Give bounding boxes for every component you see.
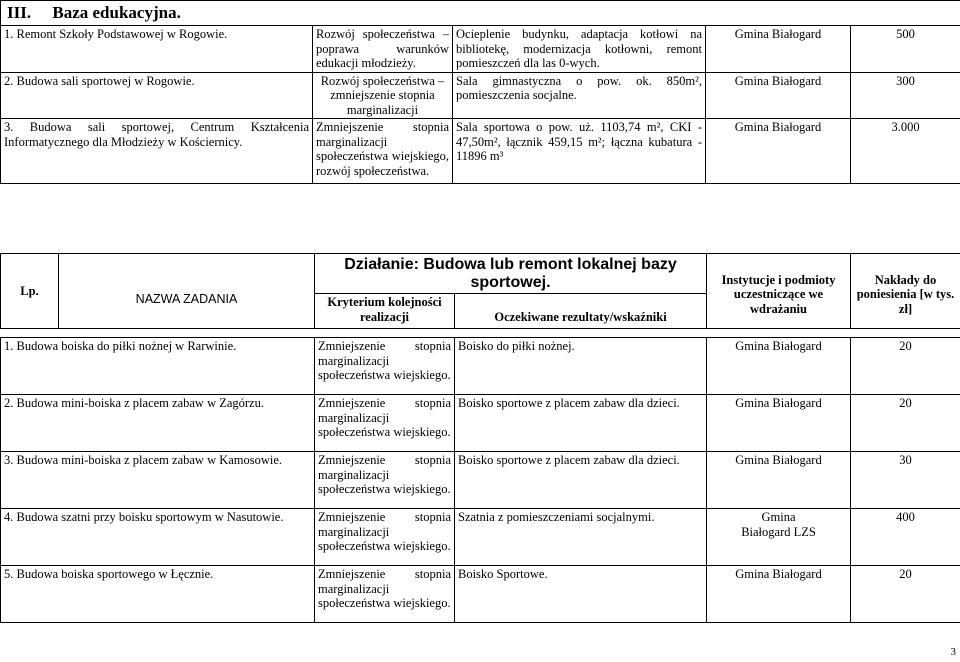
section-number: III.	[7, 3, 32, 22]
col-header-criterion: Kryterium kolejności realizacji	[315, 293, 455, 328]
task-cost: 500	[851, 26, 960, 73]
task-result: Sala sportowa o pow. uż. 1103,74 m², CKI - 47,50m², łącznik 459,15 m²; łączna kubatura - 11896 m³	[453, 119, 706, 184]
task-cost: 400	[851, 509, 960, 566]
task-criterion: Zmniejszenie stopnia marginalizacji społeczeństwa wiejskiego.	[315, 395, 455, 452]
section-heading	[1, 1, 960, 26]
task-criterion: Rozwój społeczeństwa – poprawa warunków edukacji młodzieży.	[313, 26, 453, 73]
task-institution: Gmina Białogard	[706, 119, 851, 184]
table-row	[1, 119, 960, 184]
task-name: 3. Budowa mini-boiska z placem zabaw w Kamosowie.	[1, 452, 315, 509]
table-row	[1, 452, 960, 509]
task-name: 2. Budowa sali sportowej w Rogowie.	[1, 72, 313, 119]
col-header-cost: Nakłady do poniesienia [w tys. zł]	[851, 254, 960, 329]
task-criterion: Zmniejszenie stopnia marginalizacji społeczeństwa wiejskiego, rozwój społeczeństwa.	[313, 119, 453, 184]
task-criterion: Zmniejszenie stopnia marginalizacji społeczeństwa wiejskiego.	[315, 566, 455, 623]
section-header-row	[1, 1, 960, 26]
task-cost: 30	[851, 452, 960, 509]
table-row	[1, 509, 960, 566]
task-criterion: Zmniejszenie stopnia marginalizacji społeczeństwa wiejskiego.	[315, 452, 455, 509]
task-result: Boisko sportowe z placem zabaw dla dzieci.	[455, 452, 707, 509]
task-result: Boisko sportowe z placem zabaw dla dzieci.	[455, 395, 707, 452]
result-text: Sala gimnastyczna o pow. ok. 850m², pomieszczenia socjalne.	[456, 73, 702, 102]
table-row	[1, 26, 960, 73]
task-cost: 20	[851, 395, 960, 452]
task-institution: Gmina Białogard LZS	[707, 509, 851, 566]
task-result: Ocieplenie budynku, adaptacja kotłowi na bibliotekę, modernizacja kotłowni, remont pomieszczeń dla las 0-wych.	[453, 26, 706, 73]
task-name: 3. Budowa sali sportowej, Centrum Kształcenia Informatycznego dla Młodzieży w Kościernicy.	[1, 119, 313, 184]
task-cost: 300	[851, 72, 960, 119]
task-institution: Gmina Białogard	[707, 452, 851, 509]
task-institution: Gmina Białogard	[707, 395, 851, 452]
table-row	[1, 395, 960, 452]
col-header-result: Oczekiwane rezultaty/wskaźniki	[455, 293, 707, 328]
section-table	[0, 0, 960, 184]
action-title: Działanie: Budowa lub remont lokalnej bazy sportowej.	[315, 254, 707, 294]
col-header-lp: Lp.	[1, 254, 59, 329]
table-row	[1, 72, 960, 119]
section-title: Baza edukacyjna.	[52, 3, 181, 22]
col-header-name: NAZWA ZADANIA	[59, 254, 315, 329]
task-result: Boisko Sportowe.	[455, 566, 707, 623]
task-result	[453, 72, 706, 119]
task-institution: Gmina Białogard	[707, 566, 851, 623]
task-name: 5. Budowa boiska sportowego w Łęcznie.	[1, 566, 315, 623]
task-cost: 20	[851, 338, 960, 395]
task-name: 1. Remont Szkoły Podstawowej w Rogowie.	[1, 26, 313, 73]
col-header-institution: Instytucje i podmioty uczestniczące we wdrażaniu	[707, 254, 851, 329]
task-criterion: Zmniejszenie stopnia marginalizacji społeczeństwa wiejskiego.	[315, 509, 455, 566]
page-number: 3	[950, 646, 956, 658]
table-row	[1, 566, 960, 623]
task-institution: Gmina Białogard	[707, 338, 851, 395]
table-row	[1, 338, 960, 395]
action-table	[0, 253, 960, 623]
task-institution: Gmina Białogard	[706, 72, 851, 119]
task-name: 2. Budowa mini-boiska z placem zabaw w Zagórzu.	[1, 395, 315, 452]
task-name: 4. Budowa szatni przy boisku sportowym w Nasutowie.	[1, 509, 315, 566]
task-institution: Gmina Białogard	[706, 26, 851, 73]
task-result: Szatnia z pomieszczeniami socjalnymi.	[455, 509, 707, 566]
header-row	[1, 254, 960, 294]
task-criterion: Rozwój społeczeństwa – zmniejszenie stopnia marginalizacji	[313, 72, 453, 119]
task-result: Boisko do piłki nożnej.	[455, 338, 707, 395]
task-criterion: Zmniejszenie stopnia marginalizacji społeczeństwa wiejskiego.	[315, 338, 455, 395]
task-cost: 20	[851, 566, 960, 623]
task-name: 1. Budowa boiska do piłki nożnej w Rarwinie.	[1, 338, 315, 395]
task-cost: 3.000	[851, 119, 960, 184]
spacer-row	[1, 329, 960, 338]
